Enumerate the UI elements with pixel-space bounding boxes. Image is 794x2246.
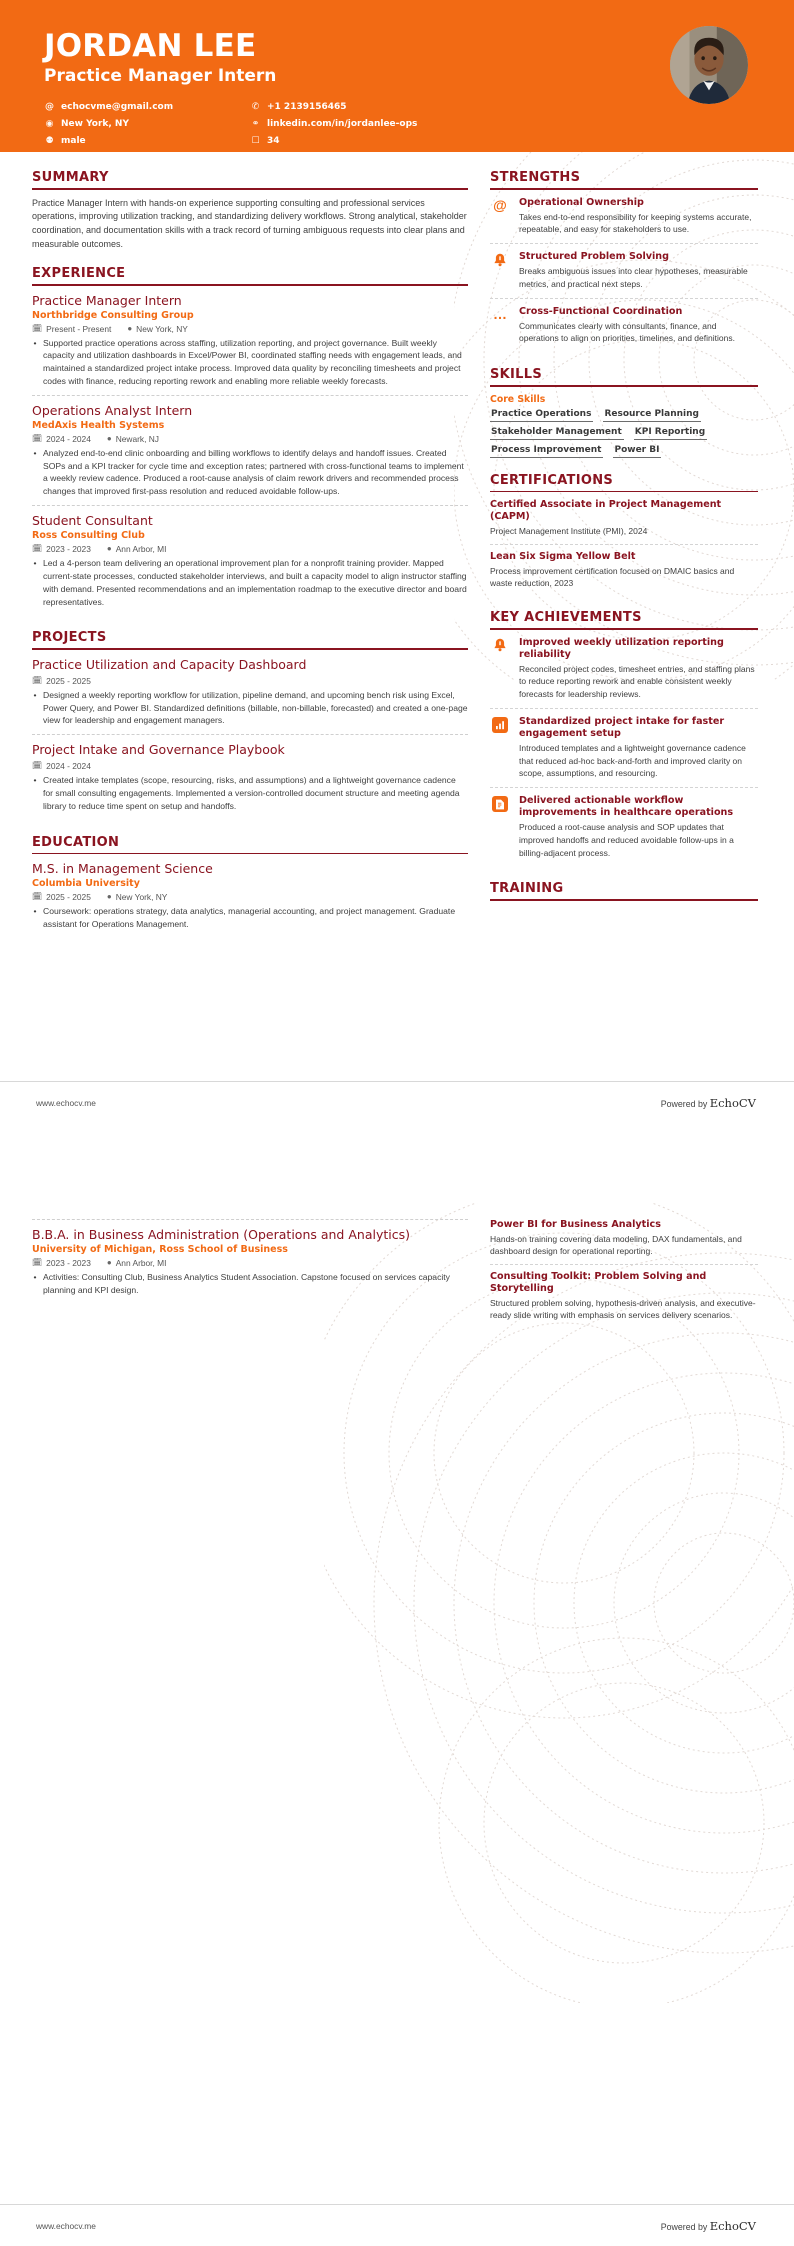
location-icon: ●	[106, 434, 112, 444]
bullet-list	[32, 447, 468, 499]
strength-title: Operational Ownership	[519, 196, 644, 208]
contact-phone[interactable]	[250, 99, 480, 116]
entry-meta	[32, 892, 468, 902]
date-range	[32, 892, 91, 902]
location-icon: ◉	[45, 119, 54, 130]
date-range-value: 2023 - 2023	[46, 1257, 91, 1268]
strength-icon-wrap	[490, 306, 510, 345]
date-range-value: 2025 - 2025	[46, 891, 91, 902]
degree-title: M.S. in Management Science	[32, 861, 213, 877]
section-skills	[490, 367, 758, 458]
location	[127, 324, 188, 334]
strength-item	[490, 197, 758, 243]
section-divider	[490, 491, 758, 493]
footer-powered-by	[661, 1096, 756, 1110]
section-divider	[32, 188, 468, 190]
certification-title: Certified Associate in Project Management (CAPM)	[490, 499, 722, 523]
projects-heading: PROJECTS	[32, 630, 107, 646]
certification-item	[490, 499, 758, 543]
date-range-value: 2024 - 2024	[46, 760, 91, 771]
job-title: Practice Manager Intern	[32, 292, 182, 308]
bullet-dot: •	[33, 774, 37, 785]
bullet-dot: •	[33, 1271, 37, 1282]
header-identity	[44, 24, 480, 150]
contact-email[interactable]	[44, 99, 244, 116]
job-title: Student Consultant	[32, 513, 153, 529]
calendar-icon: 🗓	[32, 434, 43, 444]
email-icon: @	[45, 102, 54, 113]
bullet-list	[32, 905, 468, 931]
project-title: Project Intake and Governance Playbook	[32, 742, 285, 758]
training-item	[490, 1219, 758, 1264]
bullet-list	[32, 1271, 468, 1297]
location	[107, 434, 159, 444]
date-range	[32, 544, 91, 554]
location	[107, 544, 167, 554]
footer-brand: EchoCV	[709, 2218, 756, 2233]
footer-powered-prefix: Powered by	[660, 1098, 708, 1109]
bullet-dot: •	[33, 557, 37, 568]
entry-meta	[32, 544, 468, 554]
job-title: Operations Analyst Intern	[32, 403, 193, 419]
section-summary	[32, 170, 468, 251]
certification-item	[490, 544, 758, 596]
bar-chart-icon	[492, 717, 508, 733]
certification-desc: Project Management Institute (PMI), 2024	[490, 526, 648, 537]
certification-title: Lean Six Sigma Yellow Belt	[490, 550, 636, 562]
contact-email-value: echocvme@gmail.com	[61, 102, 174, 113]
bullet-text: Led a 4-person team delivering an operational improvement plan for a nonprofit training provider. Mapped current-state processes, conducted stakeholder interviews, and built a capacity model to align instructor staffing with demand. Presented recommendations and an implementation roadmap to the executive director and board representatives.	[43, 557, 467, 607]
section-divider	[490, 899, 758, 901]
location-value: Newark, NJ	[115, 433, 159, 444]
company-name: MedAxis Health Systems	[32, 419, 165, 431]
achievement-item	[490, 708, 758, 787]
page-footer	[0, 1081, 794, 1123]
entry-meta	[32, 676, 468, 686]
footer-website[interactable]: www.echocv.me	[36, 2220, 96, 2231]
achievement-item	[490, 637, 758, 708]
location-value: Ann Arbor, MI	[115, 543, 167, 554]
bullet-list	[32, 774, 468, 813]
bullet-item	[32, 337, 468, 389]
location	[107, 892, 168, 902]
resume-body	[0, 152, 794, 953]
bullet-item	[32, 689, 468, 728]
section-certifications	[490, 473, 758, 595]
contact-location-value: New York, NY	[61, 119, 129, 130]
calendar-icon: 🗓	[32, 892, 43, 902]
summary-text: Practice Manager Intern with hands-on experience supporting consulting and professional services operations, improving utilization tracking, and standardizing delivery workflows. Strong analytical, stakeholder coordination, and documentation skills with a track record of turning ambiguous requests into clear plans and measurable outcomes.	[32, 197, 467, 249]
skill-row	[490, 427, 758, 440]
location-icon: ●	[106, 892, 112, 902]
skill-chip: KPI Reporting	[634, 427, 707, 440]
education-entry	[32, 1219, 468, 1303]
skills-group-label: Core Skills	[490, 393, 546, 405]
strength-title: Structured Problem Solving	[519, 251, 669, 263]
resume-page-2	[0, 1123, 794, 2246]
resume-header-banner	[0, 0, 794, 152]
date-range	[32, 761, 91, 771]
section-key-achievements	[490, 610, 758, 866]
document-icon	[492, 796, 508, 812]
contact-location	[44, 116, 244, 133]
contact-linkedin[interactable]	[250, 116, 480, 133]
bullet-text: Created intake templates (scope, resourcing, risks, and assumptions) and a lightweight governance cadence for small consulting engagements. Implemented a version-controlled document structure and meeting agenda library to reduce time spent on setup and handoffs.	[43, 774, 460, 811]
phone-icon: ✆	[251, 102, 260, 113]
achievement-title: Standardized project intake for faster engagement setup	[519, 715, 725, 739]
calendar-icon: ☐	[251, 136, 260, 147]
education-heading: EDUCATION	[32, 834, 120, 850]
bullet-list	[32, 689, 468, 728]
achievement-title: Delivered actionable workflow improvements in healthcare operations	[519, 795, 734, 819]
page-footer	[0, 2204, 794, 2246]
date-range	[32, 324, 111, 334]
entry-meta	[32, 1258, 468, 1268]
location-value: Ann Arbor, MI	[115, 1257, 167, 1268]
skills-heading: SKILLS	[490, 367, 543, 383]
section-divider	[490, 628, 758, 630]
section-divider	[32, 284, 468, 286]
achievement-item	[490, 787, 758, 866]
school-name: University of Michigan, Ross School of Business	[32, 1243, 288, 1255]
location-icon: ●	[127, 324, 133, 333]
experience-heading: EXPERIENCE	[32, 266, 126, 282]
section-divider	[32, 648, 468, 650]
bullet-item	[32, 557, 468, 609]
bell-icon	[492, 252, 508, 268]
calendar-icon: 🗓	[32, 676, 43, 686]
achievement-icon-wrap	[490, 795, 510, 859]
bullet-item	[32, 774, 468, 813]
bullet-dot: •	[33, 337, 37, 348]
section-strengths	[490, 170, 758, 352]
school-name: Columbia University	[32, 877, 140, 889]
contact-age-value: 34	[267, 136, 280, 147]
date-range	[32, 434, 91, 444]
section-divider	[490, 385, 758, 387]
date-range-value: 2023 - 2023	[46, 543, 91, 554]
summary-heading: SUMMARY	[32, 170, 109, 185]
left-column	[32, 170, 468, 953]
achievement-title: Improved weekly utilization reporting reliability	[519, 636, 724, 660]
achievement-icon-wrap	[490, 637, 510, 701]
bullet-item	[32, 905, 468, 931]
bullet-item	[32, 447, 468, 499]
degree-title: B.B.A. in Business Administration (Operations and Analytics)	[32, 1227, 410, 1242]
location-icon: ●	[106, 544, 112, 554]
project-title: Practice Utilization and Capacity Dashboard	[32, 657, 307, 673]
footer-website[interactable]: www.echocv.me	[36, 1097, 96, 1108]
entry-meta	[32, 324, 468, 334]
location-icon: ●	[106, 1258, 112, 1268]
achievement-desc: Reconciled project codes, timesheet entries, and staffing plans to reduce reporting rework and enable consistent weekly forecasts for leadership reviews.	[519, 663, 755, 700]
achievement-icon-wrap	[490, 716, 510, 780]
left-column	[32, 1219, 468, 1342]
experience-entry	[32, 505, 468, 615]
strength-icon-wrap	[490, 251, 510, 290]
section-education	[32, 835, 468, 938]
education-entry	[32, 861, 468, 937]
company-name: Ross Consulting Club	[32, 529, 145, 541]
bullet-dot: •	[33, 905, 37, 916]
strength-desc: Takes end-to-end responsibility for keeping systems accurate, repeatable, and easy for stakeholders to use.	[519, 211, 752, 235]
calendar-icon: 🗓	[32, 544, 43, 554]
skill-chip: Stakeholder Management	[490, 427, 624, 440]
calendar-icon: 🗓	[32, 761, 43, 771]
certifications-heading: CERTIFICATIONS	[490, 472, 614, 488]
footer-brand: EchoCV	[709, 1095, 756, 1110]
footer-powered-prefix: Powered by	[660, 2221, 708, 2232]
calendar-icon: 🗓	[32, 324, 43, 333]
section-training	[490, 881, 758, 901]
project-entry	[32, 657, 468, 734]
contact-phone-value: +1 2139156465	[267, 102, 347, 113]
contact-gender-value: male	[61, 136, 86, 147]
strengths-heading: STRENGTHS	[490, 170, 581, 185]
location-value: New York, NY	[136, 323, 188, 334]
right-column	[490, 1219, 758, 1342]
header-role: Practice Manager Intern	[44, 65, 277, 86]
achievement-desc: Produced a root-cause analysis and SOP updates that improved handoffs and reduced avoidable follow-ups in a billing-adjacent process.	[519, 822, 734, 858]
key-achievements-heading: KEY ACHIEVEMENTS	[490, 610, 642, 626]
date-range	[32, 1258, 91, 1268]
right-column	[490, 170, 758, 953]
date-range-value: 2025 - 2025	[46, 675, 91, 686]
key-achievements-list	[490, 637, 758, 867]
skill-chip: Practice Operations	[490, 409, 593, 422]
bell-icon	[492, 638, 508, 654]
bullet-text: Activities: Consulting Club, Business Analytics Student Association. Capstone focused on services capacity planning and KPI design.	[43, 1271, 450, 1295]
calendar-icon: 🗓	[32, 1258, 43, 1268]
contact-gender	[44, 133, 244, 150]
bullet-item	[32, 1271, 468, 1297]
skill-row	[490, 445, 758, 458]
bullet-dot: •	[33, 689, 37, 700]
bullet-text: Designed a weekly reporting workflow for utilization, pipeline demand, and upcoming bench risk using Excel, Power Query, and Power BI. Standardized definitions (billable, non-billable, forecasted) and created a one-page view for leadership and engagement managers.	[43, 689, 468, 726]
contact-age	[250, 133, 480, 150]
achievement-desc: Introduced templates and a lightweight governance cadence that reduced ad-hoc back-and-forth and improved clarity on scope, assumptions, and resourcing.	[519, 742, 746, 779]
entry-meta	[32, 761, 468, 771]
skill-chip: Power BI	[613, 445, 661, 458]
training-heading: TRAINING	[490, 881, 564, 897]
section-education-continued	[32, 1219, 468, 1303]
page-title: JORDAN LEE	[44, 28, 257, 64]
company-name: Northbridge Consulting Group	[32, 309, 194, 321]
training-title: Consulting Toolkit: Problem Solving and Storytelling	[490, 1270, 707, 1294]
bullet-text: Coursework: operations strategy, data analytics, managerial accounting, and project management. Graduate assistant for Operations Management.	[43, 905, 456, 929]
section-divider	[32, 853, 468, 855]
entry-meta	[32, 434, 468, 444]
contact-linkedin-value: linkedin.com/in/jordanlee-ops	[267, 119, 418, 130]
skill-chip: Process Improvement	[490, 445, 603, 458]
project-entry	[32, 734, 468, 819]
date-range-value: 2024 - 2024	[46, 433, 91, 444]
training-title: Power BI for Business Analytics	[490, 1219, 661, 1230]
strength-title: Cross-Functional Coordination	[519, 305, 683, 317]
strength-item	[490, 298, 758, 352]
strength-icon-wrap	[490, 197, 510, 236]
training-desc: Hands-on training covering data modeling, DAX fundamentals, and dashboard design for operational reporting.	[490, 1233, 742, 1257]
strength-desc: Communicates clearly with consultants, finance, and operations to align on priorities, timelines, and definitions.	[519, 320, 735, 344]
section-divider	[490, 188, 758, 190]
skill-row	[490, 409, 758, 422]
person-icon: ⚉	[45, 136, 54, 147]
at-sign-icon: @	[493, 196, 507, 213]
ellipsis-icon: …	[493, 305, 507, 322]
strength-desc: Breaks ambiguous issues into clear hypotheses, measurable metrics, and practical next steps.	[519, 266, 748, 289]
link-icon: ⚭	[251, 119, 260, 130]
date-range-value: Present - Present	[46, 323, 112, 334]
contact-info-grid	[44, 99, 480, 150]
experience-entry	[32, 395, 468, 505]
location	[107, 1258, 167, 1268]
bullet-text: Analyzed end-to-end clinic onboarding and billing workflows to identify delays and handoff issues. Created SOPs and a KPI tracker for cycle time and exception rates; partnered with cross-functional teams to implement a weekly review cadence. Produced a root-cause analysis of claim rework drivers and recommended process changes that improved first-pass resolution and reduced avoidable follow-ups.	[43, 447, 464, 497]
certification-desc: Process improvement certification focused on DMAIC basics and waste reduction, 2023	[490, 565, 735, 588]
location-value: New York, NY	[115, 891, 168, 902]
bullet-text: Supported practice operations across staffing, utilization reporting, and project governance. Built weekly capacity and utilization dashboards in Excel/Power BI, coordinated staffing needs with engagement leads, and maintained a standardized project intake process. Improved data quality by reconciling timesheets and project codes with finance, reducing reporting rework and enabling more reliable weekly forecasts.	[43, 337, 462, 387]
strength-item	[490, 243, 758, 297]
section-experience	[32, 266, 468, 615]
bullet-list	[32, 557, 468, 609]
bullet-dot: •	[33, 447, 37, 458]
training-desc: Structured problem solving, hypothesis-driven analysis, and executive-ready slide writing with emphasis on services delivery scenarios.	[490, 1297, 756, 1320]
resume-body-page2	[0, 1123, 794, 1342]
section-training-continued	[490, 1219, 758, 1327]
date-range	[32, 676, 91, 686]
skill-chip: Resource Planning	[603, 409, 701, 422]
experience-entry	[32, 293, 468, 395]
bullet-list	[32, 337, 468, 389]
training-item	[490, 1264, 758, 1328]
footer-powered-by	[661, 2219, 756, 2233]
avatar	[670, 26, 748, 104]
strengths-list	[490, 197, 758, 352]
section-projects	[32, 630, 468, 819]
skills-list	[490, 409, 758, 458]
